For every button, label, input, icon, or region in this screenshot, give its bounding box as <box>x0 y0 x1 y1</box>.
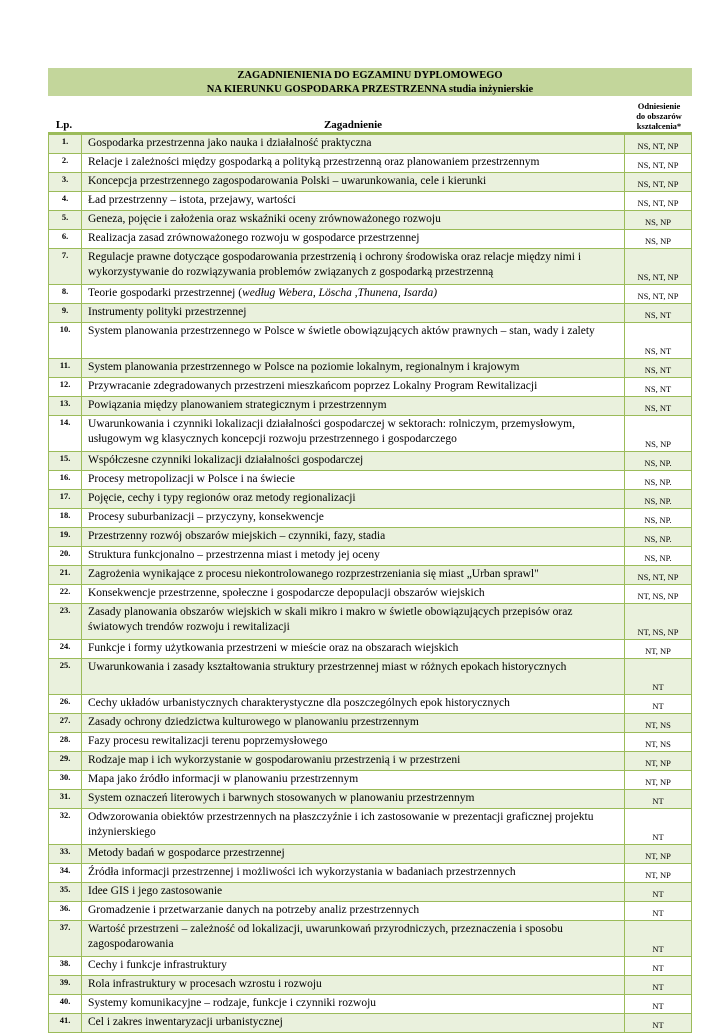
row-number: 35. <box>49 883 82 902</box>
row-topic: Systemy komunikacyjne – rodzaje, funkcje i czynniki rozwoju <box>82 995 625 1014</box>
row-number: 12. <box>49 378 82 397</box>
row-reference: NS, NP. <box>625 471 692 490</box>
table-row <box>49 285 692 304</box>
row-number: 6. <box>49 230 82 249</box>
row-topic: Odwzorowania obiektów przestrzennych na płaszczyźnie i ich zastosowanie w prezentacji graficznej projektu inżynierskiego <box>82 809 625 845</box>
row-topic: Idee GIS i jego zastosowanie <box>82 883 625 902</box>
row-topic: Przywracanie zdegradowanych przestrzeni mieszkańcom poprzez Lokalny Program Rewitalizacji <box>82 378 625 397</box>
row-reference: NT <box>625 695 692 714</box>
topics-table <box>48 134 692 1033</box>
row-reference: NS, NP <box>625 230 692 249</box>
row-topic: Funkcje i formy użytkowania przestrzeni w mieście oraz na obszarach wiejskich <box>82 640 625 659</box>
table-row <box>49 154 692 173</box>
row-reference: NS, NT <box>625 378 692 397</box>
row-reference: NT, NP <box>625 864 692 883</box>
row-reference: NT <box>625 809 692 845</box>
table-row <box>49 528 692 547</box>
row-reference: NS, NT, NP <box>625 135 692 154</box>
table-row <box>49 192 692 211</box>
table-row <box>49 397 692 416</box>
table-row <box>49 864 692 883</box>
table-row <box>49 883 692 902</box>
row-reference: NS, NT, NP <box>625 566 692 585</box>
row-number: 21. <box>49 566 82 585</box>
row-number: 25. <box>49 659 82 695</box>
row-number: 2. <box>49 154 82 173</box>
row-number: 38. <box>49 957 82 976</box>
table-row <box>49 659 692 695</box>
row-number: 30. <box>49 771 82 790</box>
row-topic: Wartość przestrzeni – zależność od lokalizacji, uwarunkowań przyrodniczych, przeznaczenia i sposobu zagospodarowania <box>82 921 625 957</box>
row-number: 41. <box>49 1014 82 1033</box>
table-row <box>49 640 692 659</box>
row-topic: Konsekwencje przestrzenne, społeczne i gospodarcze depopulacji obszarów wiejskich <box>82 585 625 604</box>
row-number: 1. <box>49 135 82 154</box>
table-row <box>49 995 692 1014</box>
row-topic-text: Teorie gospodarki przestrzennej ( <box>88 287 243 299</box>
row-number: 37. <box>49 921 82 957</box>
title-line-2: NA KIERUNKU GOSPODARKA PRZESTRZENNA studia inżynierskie <box>206 84 534 95</box>
row-topic: Procesy suburbanizacji – przyczyny, konsekwencje <box>82 509 625 528</box>
row-number: 26. <box>49 695 82 714</box>
row-reference: NT, NP <box>625 640 692 659</box>
row-number: 15. <box>49 452 82 471</box>
row-number: 5. <box>49 211 82 230</box>
row-reference: NS, NT <box>625 323 692 359</box>
row-topic: Ład przestrzenny – istota, przejawy, wartości <box>82 192 625 211</box>
row-number: 10. <box>49 323 82 359</box>
row-reference: NT <box>625 790 692 809</box>
row-number: 8. <box>49 285 82 304</box>
row-number: 39. <box>49 976 82 995</box>
row-reference: NS, NP <box>625 211 692 230</box>
row-reference: NS, NT <box>625 397 692 416</box>
row-topic: Rodzaje map i ich wykorzystanie w gospodarowaniu przestrzenią i w przestrzeni <box>82 752 625 771</box>
row-topic: Instrumenty polityki przestrzennej <box>82 304 625 323</box>
header-topic: Zagadnienie <box>323 119 383 131</box>
row-reference: NS, NT, NP <box>625 249 692 285</box>
table-row <box>49 752 692 771</box>
table-row <box>49 695 692 714</box>
row-topic: Zasady ochrony dziedzictwa kulturowego w planowaniu przestrzennym <box>82 714 625 733</box>
row-reference: NT, NS, NP <box>625 604 692 640</box>
row-topic: Współczesne czynniki lokalizacji działalności gospodarczej <box>82 452 625 471</box>
row-topic: Realizacja zasad zrównoważonego rozwoju w gospodarce przestrzennej <box>82 230 625 249</box>
row-topic: System planowania przestrzennego w Polsce na poziomie lokalnym, regionalnym i krajowym <box>82 359 625 378</box>
row-number: 7. <box>49 249 82 285</box>
table-row <box>49 135 692 154</box>
row-topic: Struktura funkcjonalno – przestrzenna miast i metody jej oceny <box>82 547 625 566</box>
row-reference: NT, NS <box>625 714 692 733</box>
row-reference: NS, NT, NP <box>625 154 692 173</box>
row-reference: NS, NP. <box>625 452 692 471</box>
table-row <box>49 359 692 378</box>
row-reference: NS, NP. <box>625 528 692 547</box>
table-row <box>49 845 692 864</box>
table-row <box>49 378 692 397</box>
row-reference: NT <box>625 976 692 995</box>
row-topic: Pojęcie, cechy i typy regionów oraz metody regionalizacji <box>82 490 625 509</box>
table-row <box>49 230 692 249</box>
row-topic: Cechy układów urbanistycznych charakterystyczne dla poszczególnych epok historycznych <box>82 695 625 714</box>
row-topic: Uwarunkowania i czynniki lokalizacji działalności gospodarczej w sektorach: rolniczym, przemysłowym, usługowym wg klasycznych koncepcji rozwoju przestrzennego i gospodarczego <box>82 416 625 452</box>
table-row <box>49 714 692 733</box>
row-topic <box>82 285 625 304</box>
row-topic: Geneza, pojęcie i założenia oraz wskaźniki oceny zrównoważonego rozwoju <box>82 211 625 230</box>
table-row <box>49 249 692 285</box>
row-number: 34. <box>49 864 82 883</box>
row-topic: Uwarunkowania i zasady kształtowania struktury przestrzennej miast w różnych epokach historycznych <box>82 659 625 695</box>
row-reference: NS, NT, NP <box>625 192 692 211</box>
header-reference <box>626 96 692 132</box>
row-topic: Regulacje prawne dotyczące gospodarowania przestrzenią i ochrony środowiska oraz relacje między nimi i wykorzystywanie do rozwiązywania problemów związanych z gospodarką przestrzenną <box>82 249 625 285</box>
title-band <box>48 68 692 96</box>
table-row <box>49 471 692 490</box>
row-number: 36. <box>49 902 82 921</box>
table-row <box>49 323 692 359</box>
row-topic: Procesy metropolizacji w Polsce i na świecie <box>82 471 625 490</box>
header-lp: Lp. <box>55 119 73 131</box>
row-reference: NT, NS, NP <box>625 585 692 604</box>
row-number: 24. <box>49 640 82 659</box>
row-number: 3. <box>49 173 82 192</box>
row-number: 17. <box>49 490 82 509</box>
row-topic: Relacje i zależności między gospodarką a polityką przestrzenną oraz planowaniem przestrzennym <box>82 154 625 173</box>
row-reference: NT, NP <box>625 771 692 790</box>
row-number: 20. <box>49 547 82 566</box>
row-number: 13. <box>49 397 82 416</box>
header-reference-line-2: do obszarów <box>636 111 682 121</box>
row-topic: Koncepcja przestrzennego zagospodarowania Polski – uwarunkowania, cele i kierunki <box>82 173 625 192</box>
table-row <box>49 490 692 509</box>
row-reference: NT <box>625 1014 692 1033</box>
row-number: 33. <box>49 845 82 864</box>
row-topic: Powiązania między planowaniem strategicznym i przestrzennym <box>82 397 625 416</box>
table-row <box>49 771 692 790</box>
row-number: 18. <box>49 509 82 528</box>
table-row <box>49 790 692 809</box>
row-number: 16. <box>49 471 82 490</box>
table-row <box>49 733 692 752</box>
row-topic: Mapa jako źródło informacji w planowaniu przestrzennym <box>82 771 625 790</box>
table-row <box>49 809 692 845</box>
row-reference: NS, NT <box>625 304 692 323</box>
table-row <box>49 957 692 976</box>
row-topic-italic: według Webera, Löscha ,Thunena, Isarda) <box>242 287 438 299</box>
row-topic: Metody badań w gospodarce przestrzennej <box>82 845 625 864</box>
row-number: 28. <box>49 733 82 752</box>
table-row <box>49 452 692 471</box>
header-reference-line-1: Odniesienie <box>637 101 681 111</box>
row-reference: NS, NT <box>625 359 692 378</box>
row-reference: NT <box>625 995 692 1014</box>
row-reference: NT, NP <box>625 845 692 864</box>
row-topic: Fazy procesu rewitalizacji terenu poprzemysłowego <box>82 733 625 752</box>
table-row <box>49 211 692 230</box>
row-reference: NT <box>625 921 692 957</box>
row-topic: Zagrożenia wynikające z procesu niekontrolowanego rozprzestrzeniania się miast „Urban sprawl" <box>82 566 625 585</box>
row-number: 23. <box>49 604 82 640</box>
row-reference: NS, NP. <box>625 509 692 528</box>
row-topic: Gromadzenie i przetwarzanie danych na potrzeby analiz przestrzennych <box>82 902 625 921</box>
row-reference: NT <box>625 902 692 921</box>
row-reference: NT <box>625 883 692 902</box>
row-reference: NT <box>625 957 692 976</box>
table-row <box>49 902 692 921</box>
row-reference: NT <box>625 659 692 695</box>
row-number: 14. <box>49 416 82 452</box>
table-row <box>49 1014 692 1033</box>
row-number: 31. <box>49 790 82 809</box>
table-row <box>49 585 692 604</box>
row-topic: System oznaczeń literowych i barwnych stosowanych w planowaniu przestrzennym <box>82 790 625 809</box>
row-reference: NS, NP. <box>625 490 692 509</box>
row-topic: Zasady planowania obszarów wiejskich w skali mikro i makro w świetle obowiązujących przepisów oraz światowych trendów rozwoju i rewitalizacji <box>82 604 625 640</box>
row-reference: NS, NT, NP <box>625 173 692 192</box>
table-row <box>49 566 692 585</box>
row-topic: Cechy i funkcje infrastruktury <box>82 957 625 976</box>
table-header <box>48 96 692 134</box>
row-number: 4. <box>49 192 82 211</box>
row-reference: NT, NS <box>625 733 692 752</box>
table-row <box>49 173 692 192</box>
row-number: 27. <box>49 714 82 733</box>
exam-topics-sheet <box>48 68 692 1033</box>
row-number: 11. <box>49 359 82 378</box>
row-reference: NS, NP <box>625 416 692 452</box>
table-row <box>49 547 692 566</box>
row-number: 9. <box>49 304 82 323</box>
row-topic: Przestrzenny rozwój obszarów miejskich – czynniki, fazy, stadia <box>82 528 625 547</box>
row-reference: NT, NP <box>625 752 692 771</box>
row-topic: Cel i zakres inwentaryzacji urbanistycznej <box>82 1014 625 1033</box>
row-reference: NS, NP. <box>625 547 692 566</box>
title-line-1: ZAGADNIENIENIA DO EGZAMINU DYPLOMOWEGO <box>237 70 503 81</box>
row-topic: System planowania przestrzennego w Polsce w świetle obowiązujących aktów prawnych – stan, wady i zalety <box>82 323 625 359</box>
row-topic: Źródła informacji przestrzennej i możliwości ich wykorzystania w badaniach przestrzennych <box>82 864 625 883</box>
row-topic: Gospodarka przestrzenna jako nauka i działalność praktyczna <box>82 135 625 154</box>
row-number: 19. <box>49 528 82 547</box>
row-topic: Rola infrastruktury w procesach wzrostu i rozwoju <box>82 976 625 995</box>
row-number: 40. <box>49 995 82 1014</box>
table-row <box>49 416 692 452</box>
header-reference-line-3: kształcenia* <box>636 121 682 131</box>
table-row <box>49 304 692 323</box>
row-number: 22. <box>49 585 82 604</box>
row-number: 29. <box>49 752 82 771</box>
row-reference: NS, NT, NP <box>625 285 692 304</box>
row-number: 32. <box>49 809 82 845</box>
table-row <box>49 509 692 528</box>
table-row <box>49 976 692 995</box>
table-row <box>49 921 692 957</box>
table-row <box>49 604 692 640</box>
